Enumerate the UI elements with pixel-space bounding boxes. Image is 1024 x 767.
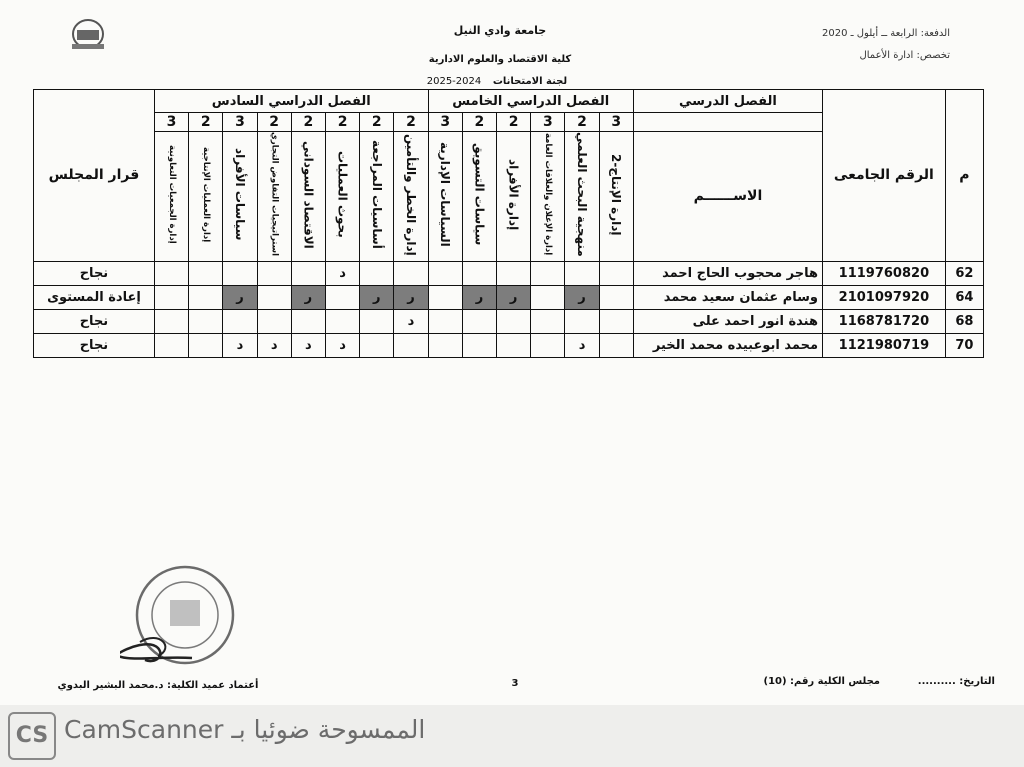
subject-name: إدارة الخطر والتأمين xyxy=(403,133,418,256)
grade-cell xyxy=(462,309,496,333)
student-name-cell: محمد ابوعبيده محمد الخير xyxy=(633,333,822,357)
dean-approval: أعتماد عميد الكلية: د.محمد البشير البدوي xyxy=(57,680,259,691)
grade-cell xyxy=(531,333,565,357)
grade-cell xyxy=(223,261,257,285)
table-row xyxy=(34,261,984,285)
page-number: 3 xyxy=(511,678,519,689)
decision-cell: نجاح xyxy=(34,333,155,357)
grade-cell xyxy=(599,309,633,333)
reg-no-cell: 1121980719 xyxy=(823,333,946,357)
credit-hours: 2 xyxy=(360,113,394,132)
grade-cell xyxy=(599,261,633,285)
grade-cell: د xyxy=(325,261,359,285)
credit-hours: 2 xyxy=(497,113,531,132)
grade-cell: د xyxy=(223,333,257,357)
student-name-cell: وسام عثمان سعيد محمد xyxy=(633,285,822,309)
grade-cell xyxy=(497,309,531,333)
subject-name: السياسات الإدارية xyxy=(438,141,453,247)
decision-cell: إعادة المستوى xyxy=(34,285,155,309)
grade-cell xyxy=(154,333,188,357)
grade-cell xyxy=(154,261,188,285)
grade-cell: د xyxy=(257,333,291,357)
table-row xyxy=(34,285,984,309)
grade-cell: د xyxy=(565,333,599,357)
grade-cell xyxy=(599,333,633,357)
grade-cell xyxy=(428,261,462,285)
grade-cell xyxy=(360,309,394,333)
grade-cell xyxy=(257,261,291,285)
reg-no-header: الرقم الجامعى xyxy=(823,90,946,262)
reg-no-cell: 1168781720 xyxy=(823,309,946,333)
student-rows xyxy=(34,261,984,357)
subject-name: سياسات الأفراد xyxy=(232,148,247,241)
credit-hours: 2 xyxy=(565,113,599,132)
table-row xyxy=(34,309,984,333)
grade-cell xyxy=(154,309,188,333)
camscanner-watermark: الممسوحة ضوئيا بـ CamScanner xyxy=(64,715,426,744)
credit-hours: 3 xyxy=(531,113,565,132)
credit-hours: 3 xyxy=(599,113,633,132)
reg-no-cell: 1119760820 xyxy=(823,261,946,285)
credit-hours: 2 xyxy=(257,113,291,132)
grade-cell xyxy=(428,333,462,357)
results-table xyxy=(33,89,984,358)
grade-cell xyxy=(531,261,565,285)
grade-cell xyxy=(428,285,462,309)
decision-cell: نجاح xyxy=(34,261,155,285)
grade-cell xyxy=(497,333,531,357)
subject-name: سياسات التسويق xyxy=(472,143,487,246)
grade-cell: ر xyxy=(223,285,257,309)
grade-cell xyxy=(599,285,633,309)
credit-hours: 3 xyxy=(223,113,257,132)
credit-hours: 2 xyxy=(325,113,359,132)
m-header: م xyxy=(945,90,983,262)
row-index-cell: 68 xyxy=(945,309,983,333)
grade-cell xyxy=(189,333,223,357)
university-logo-icon xyxy=(64,14,112,56)
grade-cell xyxy=(189,309,223,333)
decision-cell: نجاح xyxy=(34,309,155,333)
grade-cell: ر xyxy=(462,285,496,309)
grade-cell xyxy=(291,261,325,285)
subject-name: إدارة العمليات الإنتاجية xyxy=(201,146,212,242)
camscanner-logo-icon: CS xyxy=(8,712,56,760)
grade-cell xyxy=(257,309,291,333)
university-name: جامعة وادي النيل xyxy=(453,24,547,37)
course-header: الفصل الدرسي xyxy=(633,90,822,113)
row-index-cell: 64 xyxy=(945,285,983,309)
subject-name: إدارة الجمعيات التعاونية xyxy=(166,145,177,244)
date-label: التاريخ: .......... xyxy=(917,676,995,687)
student-name-cell: هندة انور احمد على xyxy=(633,309,822,333)
grade-cell: د xyxy=(325,333,359,357)
grade-cell: د xyxy=(394,309,428,333)
credit-hours: 3 xyxy=(154,113,188,132)
credit-hours: 2 xyxy=(291,113,325,132)
grade-cell xyxy=(565,309,599,333)
grade-cell xyxy=(257,285,291,309)
subject-name: إدارة الأفراد xyxy=(506,158,521,230)
grade-cell xyxy=(462,333,496,357)
grade-cell: ر xyxy=(497,285,531,309)
grade-cell xyxy=(360,261,394,285)
faculty-stamp-icon xyxy=(120,560,245,670)
grade-cell xyxy=(497,261,531,285)
grade-cell xyxy=(462,261,496,285)
reg-no-cell: 2101097920 xyxy=(823,285,946,309)
row-index-cell: 62 xyxy=(945,261,983,285)
name-header: الاســــــم xyxy=(633,132,822,262)
subject-name: منهجية البحث العلمي xyxy=(575,132,590,257)
batch-line: الدفعة: الرابعة ــ أيلول ـ 2020 xyxy=(822,28,950,39)
grade-cell: ر xyxy=(360,285,394,309)
credit-hours: 2 xyxy=(189,113,223,132)
grade-cell xyxy=(291,309,325,333)
specialization-line: تخصص: ادارة الأعمال xyxy=(859,50,950,61)
subject-name: إدارة الإنتاج-2 xyxy=(609,153,624,236)
credit-hours: 2 xyxy=(394,113,428,132)
grade-cell xyxy=(360,333,394,357)
grade-cell xyxy=(325,309,359,333)
grade-cell xyxy=(189,285,223,309)
grade-cell xyxy=(428,309,462,333)
subject-name: أساسيات المراجعة xyxy=(369,139,384,249)
grade-cell: د xyxy=(291,333,325,357)
subject-name: إدارة الإعلان والعلاقات العامة xyxy=(543,133,554,256)
student-name-cell: هاجر محجوب الحاج احمد xyxy=(633,261,822,285)
grade-cell xyxy=(531,285,565,309)
grade-cell: ر xyxy=(394,285,428,309)
grade-cell xyxy=(394,261,428,285)
grade-cell xyxy=(565,261,599,285)
academic-year: 2025-2024 xyxy=(426,76,482,87)
credit-hours: 2 xyxy=(462,113,496,132)
decision-header: قرار المجلس xyxy=(34,90,155,262)
council-number: مجلس الكلية رقم: (10) xyxy=(763,676,880,687)
subject-name: استراتيجيات التفاوض التجاري xyxy=(269,132,280,257)
grade-cell xyxy=(325,285,359,309)
subject-name: الاقتصاد السوداني xyxy=(301,140,316,249)
grade-cell: ر xyxy=(291,285,325,309)
grade-cell xyxy=(394,333,428,357)
semester5-header: الفصل الدراسي الخامس xyxy=(428,90,633,113)
faculty-name: كلية الاقتصاد والعلوم الادارية xyxy=(428,54,572,65)
row-index-cell: 70 xyxy=(945,333,983,357)
grade-cell xyxy=(223,309,257,333)
table-row xyxy=(34,333,984,357)
semester6-header: الفصل الدراسي السادس xyxy=(154,90,428,113)
grade-cell xyxy=(531,309,565,333)
grade-cell xyxy=(154,285,188,309)
grade-cell xyxy=(189,261,223,285)
subject-name: بحوث العمليات xyxy=(335,151,350,238)
committee-title: لجنة الامتحانات xyxy=(492,76,568,87)
credit-hours: 3 xyxy=(428,113,462,132)
grade-cell: ر xyxy=(565,285,599,309)
